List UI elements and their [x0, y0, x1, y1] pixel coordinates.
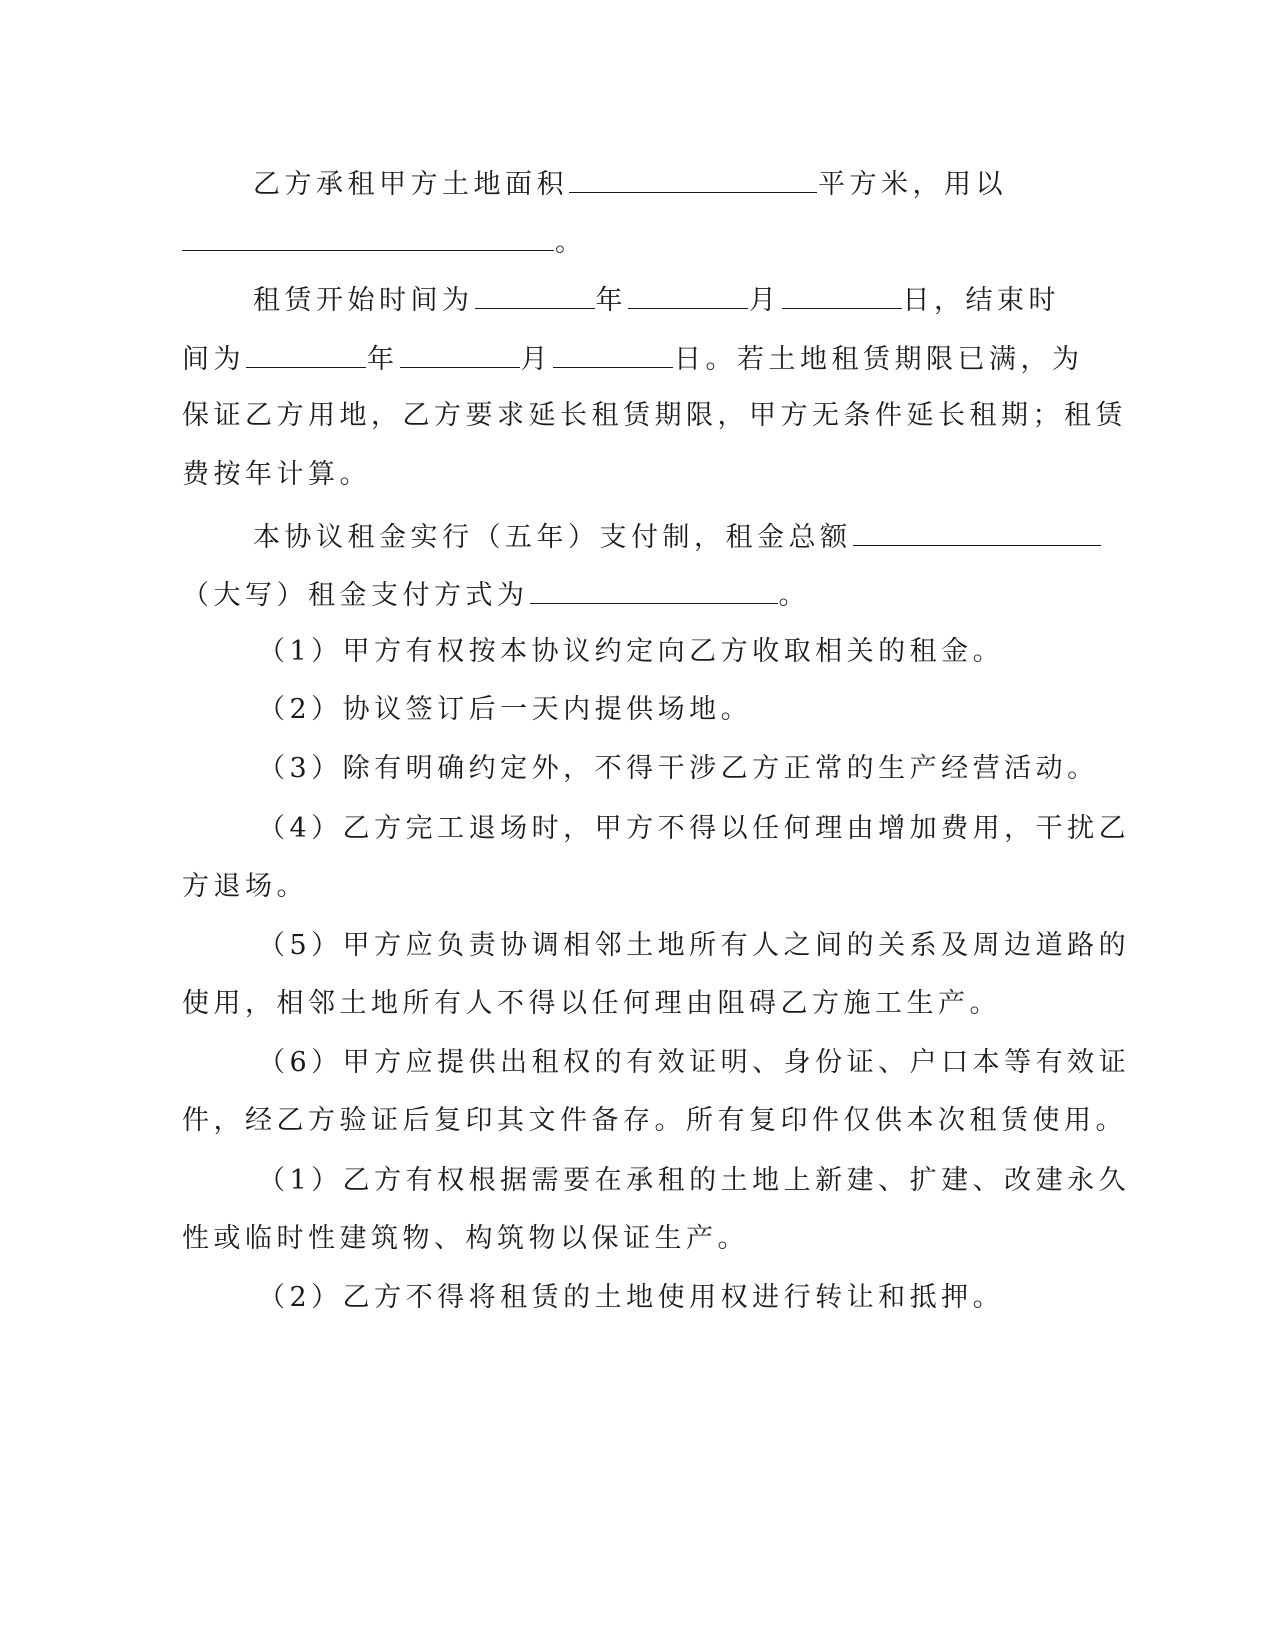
- end-day-blank: [553, 337, 673, 368]
- party-a-item-4-cont: 方退场。: [182, 871, 308, 902]
- year-label: 年: [595, 285, 627, 316]
- area-line: [253, 162, 1007, 205]
- extension-line: 保证乙方用地，乙方要求延长租赁期限，甲方无条件延长租期；租赁: [182, 400, 1127, 431]
- start-date-line: [253, 278, 1060, 321]
- end-year-blank: [246, 337, 366, 368]
- expiry-text: 日。若土地租赁期限已满，为: [674, 344, 1084, 375]
- party-a-item-5: （5）甲方应负责协调相邻土地所有人之间的关系及周边道路的: [258, 930, 1131, 961]
- party-a-item-6-cont: 件，经乙方验证后复印其文件备存。所有复印件仅供本次租赁使用。: [182, 1105, 1127, 1136]
- end-month-blank: [400, 337, 520, 368]
- party-b-item-1-cont: 性或临时性建筑物、构筑物以保证生产。: [182, 1223, 749, 1254]
- end-date-prefix: 间为: [182, 344, 245, 375]
- annual-fee-line: 费按年计算。: [182, 459, 371, 490]
- end-date-text: 日，结束时: [902, 285, 1060, 316]
- party-a-item-1: （1）甲方有权按本协议约定向乙方收取相关的租金。: [258, 636, 1005, 667]
- period-mark: 。: [555, 227, 587, 258]
- month-label: 月: [520, 344, 552, 375]
- end-date-line: [182, 337, 1084, 380]
- party-a-item-4: （4）乙方完工退场时，甲方不得以任何理由增加费用，干扰乙: [258, 813, 1131, 844]
- rent-total-line: [253, 515, 1102, 558]
- payment-method-text: （大写）租金支付方式为: [182, 580, 529, 611]
- purpose-blank: [182, 220, 554, 251]
- rent-total-text: 本协议租金实行（五年）支付制，租金总额: [253, 522, 852, 553]
- payment-method-blank: [530, 573, 778, 604]
- month-label: 月: [749, 285, 781, 316]
- rent-total-blank: [853, 515, 1101, 546]
- area-blank: [569, 162, 817, 193]
- start-year-blank: [475, 278, 595, 309]
- year-label: 年: [367, 344, 399, 375]
- period-mark: 。: [778, 580, 810, 611]
- purpose-text: 平方米，用以: [818, 169, 1007, 200]
- purpose-line: [182, 220, 587, 263]
- start-day-blank: [782, 278, 902, 309]
- payment-method-line: [182, 573, 810, 616]
- party-a-item-3: （3）除有明确约定外，不得干涉乙方正常的生产经营活动。: [258, 753, 1099, 784]
- party-b-item-1: （1）乙方有权根据需要在承租的土地上新建、扩建、改建永久: [258, 1165, 1131, 1196]
- start-month-blank: [628, 278, 748, 309]
- start-date-text: 租赁开始时间为: [253, 285, 474, 316]
- party-a-item-5-cont: 使用，相邻土地所有人不得以任何理由阻碍乙方施工生产。: [182, 988, 1001, 1019]
- party-b-item-2: （2）乙方不得将租赁的土地使用权进行转让和抵押。: [258, 1282, 1005, 1313]
- party-a-item-6: （6）甲方应提供出租权的有效证明、身份证、户口本等有效证: [258, 1047, 1131, 1078]
- area-text: 乙方承租甲方土地面积: [253, 169, 568, 200]
- party-a-item-2: （2）协议签订后一天内提供场地。: [258, 694, 753, 725]
